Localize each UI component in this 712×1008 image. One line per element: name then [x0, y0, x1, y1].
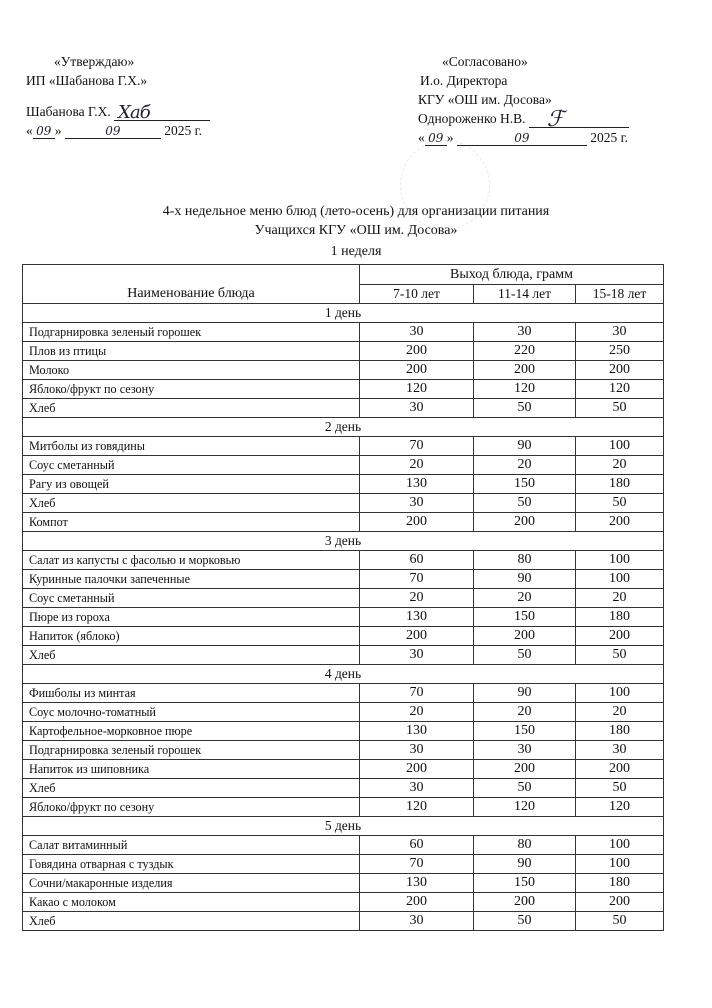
dish-name: Плов из птицы — [23, 342, 360, 361]
portion-grams: 100 — [576, 836, 664, 855]
portion-grams: 200 — [474, 513, 576, 532]
table-row — [23, 361, 664, 380]
table-row — [23, 627, 664, 646]
portion-grams: 120 — [576, 798, 664, 817]
portion-grams: 90 — [474, 437, 576, 456]
portion-grams: 50 — [576, 646, 664, 665]
day-header-row — [23, 665, 664, 684]
table-row — [23, 646, 664, 665]
portion-grams: 120 — [474, 798, 576, 817]
dish-name: Салат из капусты с фасолью и морковью — [23, 551, 360, 570]
portion-grams: 100 — [576, 570, 664, 589]
portion-grams: 70 — [360, 855, 474, 874]
portion-grams: 200 — [360, 760, 474, 779]
portion-grams: 30 — [474, 323, 576, 342]
table-row — [23, 456, 664, 475]
agreement-date-year: 2025 г. — [590, 130, 629, 145]
portion-grams: 60 — [360, 836, 474, 855]
day-header-row — [23, 817, 664, 836]
table-row — [23, 779, 664, 798]
portion-grams: 50 — [474, 494, 576, 513]
dish-name: Хлеб — [23, 494, 360, 513]
dish-name: Какао с молоком — [23, 893, 360, 912]
document-title-line2: Учащихся КГУ «ОШ им. Досова» — [254, 223, 458, 238]
approval-signer-name: Шабанова Г.Х. — [26, 104, 111, 119]
portion-grams: 30 — [360, 323, 474, 342]
approval-date-day: 09 — [33, 123, 55, 139]
portion-grams: 250 — [576, 342, 664, 361]
day-header-row — [23, 304, 664, 323]
portion-grams: 30 — [360, 779, 474, 798]
dish-name: Говядина отварная с туздык — [23, 855, 360, 874]
portion-grams: 130 — [360, 608, 474, 627]
portion-grams: 70 — [360, 570, 474, 589]
dish-name: Молоко — [23, 361, 360, 380]
approval-date-month: 09 — [65, 123, 161, 139]
table-row — [23, 912, 664, 931]
approval-org: ИП «Шабанова Г.Х.» — [26, 73, 148, 88]
portion-grams: 80 — [474, 551, 576, 570]
dish-name: Хлеб — [23, 779, 360, 798]
portion-grams: 90 — [474, 570, 576, 589]
portion-grams: 50 — [474, 399, 576, 418]
portion-grams: 20 — [474, 456, 576, 475]
table-row — [23, 323, 664, 342]
table-row — [23, 342, 664, 361]
table-row — [23, 760, 664, 779]
portion-grams: 50 — [474, 779, 576, 798]
menu-table — [22, 264, 664, 931]
dish-name: Компот — [23, 513, 360, 532]
portion-grams: 50 — [474, 912, 576, 931]
quote-open: « — [26, 123, 33, 138]
column-header-output: Выход блюда, грамм — [360, 265, 664, 285]
approval-signer-row — [26, 102, 286, 121]
table-row — [23, 399, 664, 418]
portion-grams: 20 — [360, 703, 474, 722]
dish-name: Напиток из шиповника — [23, 760, 360, 779]
portion-grams: 130 — [360, 475, 474, 494]
agreement-block — [418, 52, 678, 147]
portion-grams: 70 — [360, 684, 474, 703]
approval-date-year: 2025 г. — [164, 123, 203, 138]
dish-name: Хлеб — [23, 912, 360, 931]
portion-grams: 200 — [576, 893, 664, 912]
approval-signature: Хаб — [118, 102, 150, 123]
quote-close: » — [54, 123, 62, 138]
day-label: 2 день — [23, 418, 664, 437]
agreement-signature-line — [529, 107, 629, 132]
portion-grams: 100 — [576, 855, 664, 874]
dish-name: Подгарнировка зеленый горошек — [23, 323, 360, 342]
dish-name: Соус сметанный — [23, 456, 360, 475]
portion-grams: 180 — [576, 475, 664, 494]
portion-grams: 100 — [576, 684, 664, 703]
portion-grams: 120 — [360, 798, 474, 817]
column-header-age-7-10: 7-10 лет — [360, 285, 474, 304]
approval-signature-line — [114, 102, 210, 123]
agreement-position: И.о. Директора — [420, 73, 508, 88]
portion-grams: 30 — [360, 741, 474, 760]
day-header-row — [23, 532, 664, 551]
agreement-title: «Согласовано» — [442, 54, 528, 69]
portion-grams: 200 — [360, 342, 474, 361]
dish-name: Салат витаминный — [23, 836, 360, 855]
portion-grams: 180 — [576, 608, 664, 627]
agreement-signature: ℱ — [546, 107, 564, 132]
portion-grams: 20 — [576, 589, 664, 608]
portion-grams: 90 — [474, 855, 576, 874]
portion-grams: 70 — [360, 437, 474, 456]
portion-grams: 200 — [576, 760, 664, 779]
dish-name: Фишболы из минтая — [23, 684, 360, 703]
portion-grams: 30 — [474, 741, 576, 760]
portion-grams: 90 — [474, 684, 576, 703]
day-label: 1 день — [23, 304, 664, 323]
portion-grams: 180 — [576, 722, 664, 741]
portion-grams: 150 — [474, 475, 576, 494]
portion-grams: 200 — [576, 361, 664, 380]
table-row — [23, 798, 664, 817]
dish-name: Напиток (яблоко) — [23, 627, 360, 646]
quote-open: « — [418, 130, 425, 145]
column-header-age-15-18: 15-18 лет — [576, 285, 664, 304]
dish-name: Рагу из овощей — [23, 475, 360, 494]
portion-grams: 30 — [576, 323, 664, 342]
table-row — [23, 494, 664, 513]
portion-grams: 30 — [360, 494, 474, 513]
agreement-signer-name: Однороженко Н.В. — [418, 111, 526, 126]
portion-grams: 200 — [360, 513, 474, 532]
portion-grams: 30 — [576, 741, 664, 760]
table-row — [23, 722, 664, 741]
portion-grams: 80 — [474, 836, 576, 855]
portion-grams: 150 — [474, 874, 576, 893]
table-row — [23, 513, 664, 532]
table-row — [23, 570, 664, 589]
dish-name: Хлеб — [23, 399, 360, 418]
portion-grams: 120 — [474, 380, 576, 399]
table-row — [23, 551, 664, 570]
agreement-org: КГУ «ОШ им. Досова» — [418, 92, 552, 107]
portion-grams: 200 — [474, 760, 576, 779]
dish-name: Сочни/макаронные изделия — [23, 874, 360, 893]
table-row — [23, 589, 664, 608]
portion-grams: 150 — [474, 722, 576, 741]
portion-grams: 120 — [360, 380, 474, 399]
column-header-dish-name: Наименование блюда — [23, 265, 360, 304]
dish-name: Соус молочно-томатный — [23, 703, 360, 722]
portion-grams: 60 — [360, 551, 474, 570]
portion-grams: 30 — [360, 912, 474, 931]
table-row — [23, 437, 664, 456]
table-row — [23, 703, 664, 722]
portion-grams: 200 — [474, 627, 576, 646]
portion-grams: 20 — [576, 703, 664, 722]
portion-grams: 200 — [360, 627, 474, 646]
agreement-date-month: 09 — [457, 130, 587, 146]
portion-grams: 50 — [576, 494, 664, 513]
dish-name: Соус сметанный — [23, 589, 360, 608]
portion-grams: 200 — [474, 361, 576, 380]
dish-name: Хлеб — [23, 646, 360, 665]
portion-grams: 20 — [360, 456, 474, 475]
dish-name: Пюре из гороха — [23, 608, 360, 627]
portion-grams: 20 — [474, 703, 576, 722]
portion-grams: 30 — [360, 399, 474, 418]
portion-grams: 220 — [474, 342, 576, 361]
table-header-row — [23, 265, 664, 285]
menu-table-body — [23, 304, 664, 931]
portion-grams: 50 — [576, 779, 664, 798]
table-row — [23, 741, 664, 760]
day-header-row — [23, 418, 664, 437]
week-label: 1 неделя — [330, 244, 382, 259]
portion-grams: 130 — [360, 722, 474, 741]
portion-grams: 120 — [576, 380, 664, 399]
approval-date-row — [26, 121, 286, 140]
table-row — [23, 684, 664, 703]
dish-name: Яблоко/фрукт по сезону — [23, 798, 360, 817]
dish-name: Яблоко/фрукт по сезону — [23, 380, 360, 399]
quote-close: » — [446, 130, 454, 145]
approval-block — [26, 52, 286, 140]
document-title-line1: 4-х недельное меню блюд (лето-осень) для организации питания — [162, 204, 550, 219]
portion-grams: 100 — [576, 437, 664, 456]
portion-grams: 150 — [474, 608, 576, 627]
portion-grams: 200 — [360, 361, 474, 380]
column-header-age-11-14: 11-14 лет — [474, 285, 576, 304]
portion-grams: 50 — [576, 912, 664, 931]
dish-name: Митболы из говядины — [23, 437, 360, 456]
portion-grams: 130 — [360, 874, 474, 893]
table-row — [23, 475, 664, 494]
day-label: 5 день — [23, 817, 664, 836]
portion-grams: 180 — [576, 874, 664, 893]
portion-grams: 20 — [360, 589, 474, 608]
portion-grams: 20 — [576, 456, 664, 475]
document-title — [0, 202, 712, 240]
portion-grams: 200 — [576, 513, 664, 532]
agreement-date-day: 09 — [425, 130, 447, 146]
table-row — [23, 855, 664, 874]
approval-title: «Утверждаю» — [54, 54, 135, 69]
portion-grams: 200 — [474, 893, 576, 912]
table-row — [23, 608, 664, 627]
table-row — [23, 874, 664, 893]
dish-name: Подгарнировка зеленый горошек — [23, 741, 360, 760]
portion-grams: 50 — [474, 646, 576, 665]
day-label: 3 день — [23, 532, 664, 551]
portion-grams: 200 — [576, 627, 664, 646]
table-row — [23, 893, 664, 912]
portion-grams: 20 — [474, 589, 576, 608]
dish-name: Картофельное-морковное пюре — [23, 722, 360, 741]
portion-grams: 30 — [360, 646, 474, 665]
portion-grams: 200 — [360, 893, 474, 912]
portion-grams: 50 — [576, 399, 664, 418]
table-row — [23, 380, 664, 399]
day-label: 4 день — [23, 665, 664, 684]
agreement-signer-row — [418, 107, 678, 132]
portion-grams: 100 — [576, 551, 664, 570]
table-row — [23, 836, 664, 855]
dish-name: Куринные палочки запеченные — [23, 570, 360, 589]
